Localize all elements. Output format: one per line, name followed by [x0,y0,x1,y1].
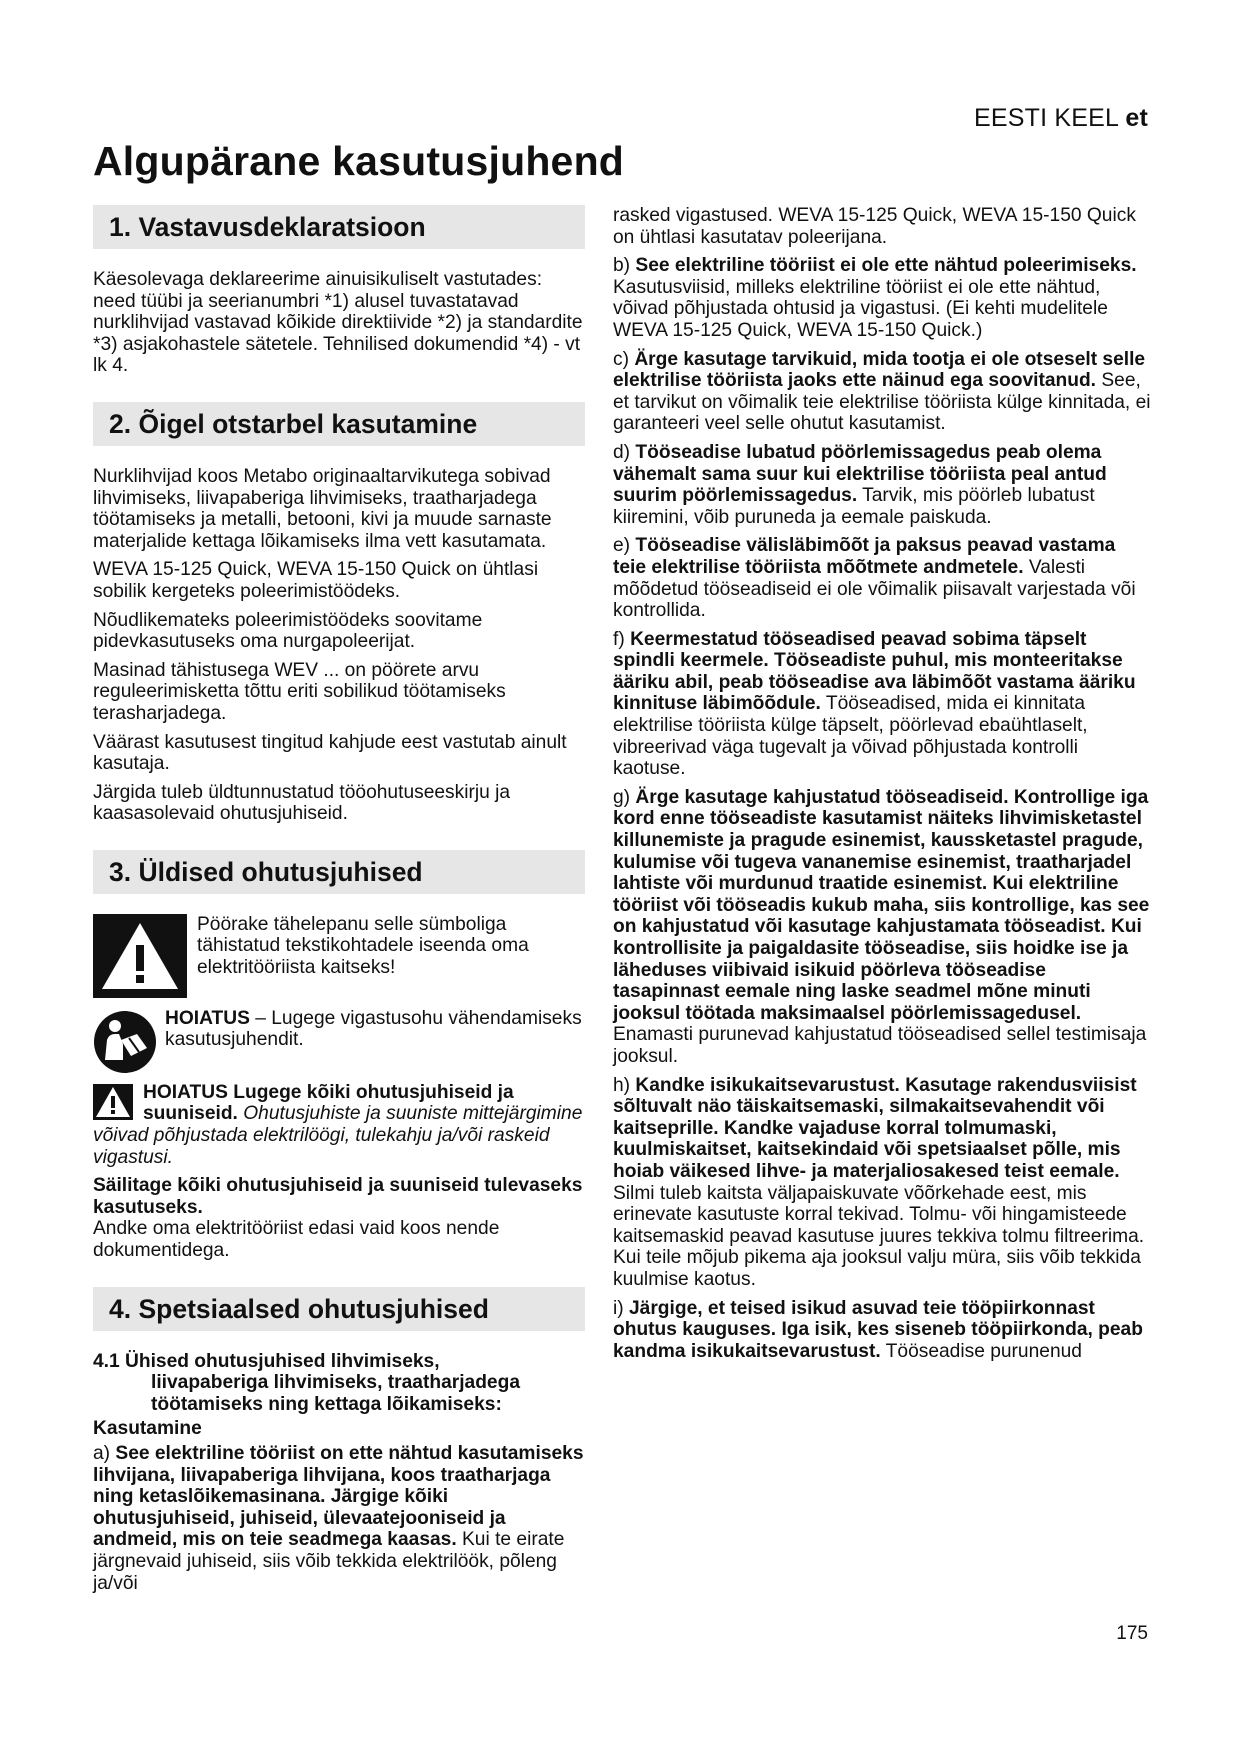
language-label [974,104,1148,133]
subsection-4-1-line2: liivapaberiga lihvimiseks, traatharjadega töötamiseks ning kettaga lõikamiseks: [151,1372,520,1415]
item-i [613,1298,1153,1363]
item-d-prefix: d) [613,441,636,463]
continued-text: rasked vigastused. WEVA 15-125 Quick, WEVA 15-150 Quick on ühtlasi kasutatav poleerijana. [613,205,1136,248]
item-e [613,535,1153,621]
keep-instructions-bold: Säilitage kõiki ohutusjuhiseid ja suuniseid tulevaseks kasutuseks. [93,1175,583,1218]
item-h-prefix: h) [613,1074,636,1096]
item-i-bold: Järgige, et teised isikud asuvad teie tööpiirkonnast ohutus kauguses. Iga isik, kes siseneb tööpiirkonda, peab kandma isikukaitsevarustust. [613,1297,1143,1362]
section-2-p2: WEVA 15-125 Quick, WEVA 15-150 Quick on ühtlasi sobilik kergeteks poleerimistöödeks. [93,559,539,602]
item-e-bold: Tööseadise välisläbimõõt ja paksus peavad vastama teie elektrilise tööriista mõõtmete andmetele. [613,535,1116,578]
item-f [613,629,1153,780]
subsection-4-1-heading [93,1351,585,1416]
section-1-heading: 1. Vastavusdeklaratsioon [93,205,585,249]
read-all-bold: HOIATUS Lugege kõiki ohutusjuhiseid ja suuniseid. [143,1081,514,1125]
item-b-prefix: b) [613,255,636,277]
section-3-heading: 3. Üldised ohutusjuhised [93,850,585,894]
left-column [93,205,585,1601]
read-all-warning [93,1082,585,1168]
section-2-p6: Järgida tuleb üldtunnustatud tööohutuseeskirju ja kaasasolevaid ohutusjuhiseid. [93,781,511,825]
page-number: 175 [1116,1623,1148,1644]
warning-symbol-note [93,914,585,998]
item-a-bold: See elektriline tööriist on ette nähtud kasutamiseks lihvijana, liivapaberiga lihvijana, koos traatharjaga ning ketaslõikemasinana. Järgige kõiki ohutusjuhiseid, juhiseid, ülevaatejooniseid ja andmeid, mis on teie seadmega kaasas. [93,1443,584,1551]
section-2-p3: Nõudlikemateks poleerimistöödeks soovitame pidevkasutuseks oma nurgapoleerijat. [93,609,483,653]
warning-triangle-small-icon [93,1084,133,1120]
right-column [613,205,1153,1369]
keep-instructions-text: Andke oma elektritööriist edasi vaid koos nende dokumentidega. [93,1218,500,1262]
warning-triangle-icon [93,914,187,998]
item-c-text: See, et tarvikut on võimalik teie elektrilise tööriista külge kinnitada, ei garanteeri veel selle ohutut kasutamist. [613,370,1151,435]
item-f-text: Tööseadised, mida ei kinnitata elektrilise tööriista külge täpselt, pöörlevad ebaühtlaselt, vibreerivad väga tugevalt ja võivad põhjustada kontrolli kaotuse. [613,693,1088,780]
section-2-heading: 2. Õigel otstarbel kasutamine [93,402,585,446]
read-manual-warning [93,1008,585,1074]
section-2-p1: Nurklihvijad koos Metabo originaaltarvikutega sobivad lihvimiseks, liivapaberiga lihvimiseks, traatharjadega töötamiseks ja metalli, betooni, kivi ja muude sarnaste materjalide kettaga lõikamiseks ilma vett kasutamata. [93,465,552,552]
item-b-text: Kasutusviisid, milleks elektriline tööriist ei ole ette nähtud, võivad põhjustada ohtusid ja vigastusi. (Ei kehti mudelitele WEVA 15-125 Quick, WEVA 15-150 Quick.) [613,276,1108,341]
item-e-text: Valesti mõõdetud tööseadiseid ei ole võimalik piisavalt varjestada või kontrollida. [613,556,1136,622]
item-i-text: Tööseadise purunenud [880,1340,1082,1362]
usage-heading: Kasutamine [93,1418,202,1440]
symbol-note-text: Pöörake tähelepanu selle sümboliga tähistatud tekstikohtadele iseenda oma elektritööriista kaitseks! [197,913,529,979]
read-all-italic: Ohutusjuhiste ja suuniste mittejärgimine võivad põhjustada elektrilöögi, tulekahju ja/või raskeid vigastusi. [93,1103,583,1168]
item-b [613,255,1153,341]
item-f-bold: Keermestatud tööseadised peavad sobima täpselt spindli keermele. Tööseadiste puhul, mis monteeritakse ääriku abil, peab tööseadise ava läbimõõt vastama ääriku kinnituse läbimõõdule. [613,628,1136,715]
section-2-p4: Masinad tähistusega WEV ... on pöörete arvu reguleerimisketta tõttu eriti sobilikud töötamiseks terasharjadega. [93,659,506,724]
item-g-prefix: g) [613,786,636,808]
item-c [613,349,1153,435]
item-g-bold: Ärge kasutage kahjustatud tööseadiseid. Kontrollige iga kord enne tööseadiste kasutamist näiteks lihvimisketastel killunemiste ja pragude esinemist, kaussketastel pragude, kulumise või tugeva vananemise esinemist, traatharjadel lahtiste või murdunud traatide esinemist. Kui elektriline tööriist või tööseadis kukub maha, siis kontrollige, kas see on kahjustatud või kasutage kahjustamata tööseadist. Kui kontrollisite ja paigaldasite tööseadise, siis hoidke ise ja läheduses viibivaid isikuid pöörleva tööseadise tasapinnast eemale ning laske seadmel mõne minuti jooksul töötada maksimaalsel pöörlemissagedusel. [613,786,1150,1024]
subsection-4-1-line1: 4.1 Ühised ohutusjuhised lihvimiseks, [93,1350,440,1372]
item-d-bold: Tööseadise lubatud pöörlemissagedus peab olema vähemalt sama suur kui elektrilise tööriista peal antud suurim pöörlemissagedus. [613,441,1107,507]
read-manual-text [165,1008,585,1051]
read-manual-icon [93,1010,157,1074]
item-h [613,1075,1153,1291]
item-h-text: Silmi tuleb kaitsta väljapaiskuvate võõrkehade eest, mis erinevate kasutuste korral tekivad. Tolmu- või hingamisteede kaitsemaskid peavad kasutuse juures tekkiva tolmu filtreerima. Kui teile mõjub pikema aja jooksul valju müra, siis võib tekkida kuulmise kaotus. [613,1182,1145,1290]
item-f-prefix: f) [613,628,631,650]
item-e-prefix: e) [613,535,636,557]
item-g-text: Enamasti purunevad kahjustatud tööseadised sellel testimisaja jooksul. [613,1024,1147,1067]
item-c-prefix: c) [613,348,635,370]
item-c-bold: Ärge kasutage tarvikuid, mida tootja ei ole otseselt selle elektrilise tööriista jaoks ette näinud ega soovitanud. [613,348,1146,392]
item-a-text: Kui te eirate järgnevaid juhiseid, siis võib tekkida elektrilöök, põleng ja/või [93,1529,565,1594]
section-4-heading: 4. Spetsiaalsed ohutusjuhised [93,1287,585,1331]
item-d [613,442,1153,528]
warning-text: – Lugege vigastusohu vähendamiseks kasutusjuhendit. [165,1007,582,1051]
language-code: et [1125,104,1148,132]
item-a [93,1443,585,1594]
warning-label: HOIATUS [165,1007,250,1029]
item-d-text: Tarvik, mis pöörleb lubatust kiiremini, võib puruneda ja eemale paiskuda. [613,485,1095,528]
item-b-bold: See elektriline tööriist ei ole ette nähtud poleerimiseks. [635,255,1137,277]
item-g [613,787,1153,1068]
section-2-p5: Väärast kasutusest tingitud kahjude eest vastutab ainult kasutaja. [93,731,567,775]
item-i-prefix: i) [613,1297,629,1319]
language-name: EESTI KEEL [974,104,1119,132]
page-title: Algupärane kasutusjuhend [93,138,625,184]
item-h-bold: Kandke isikukaitsevarustust. Kasutage rakendusviisist sõltuvalt näo täiskaitsemaski, silmakaitsevahendit või kaitseprille. Kandke vajaduse korral tolmumaski, kuulmiskaitset, kaitsekindaid või spetsiaalset põlle, mis hoiab väikesed lihve- ja materjaliosakesed teist eemale. [613,1074,1137,1182]
section-1-body: Käesolevaga deklareerime ainuisikuliselt vastutades: need tüübi ja seerianumbri *1) alusel tuvastatavad nurklihvijad vastavad kõikide direktiivide *2) ja standardite *3) asjakohastele sätetele. Tehnilised dokumendid *4) - vt lk 4. [93,269,583,377]
item-a-prefix: a) [93,1443,116,1464]
